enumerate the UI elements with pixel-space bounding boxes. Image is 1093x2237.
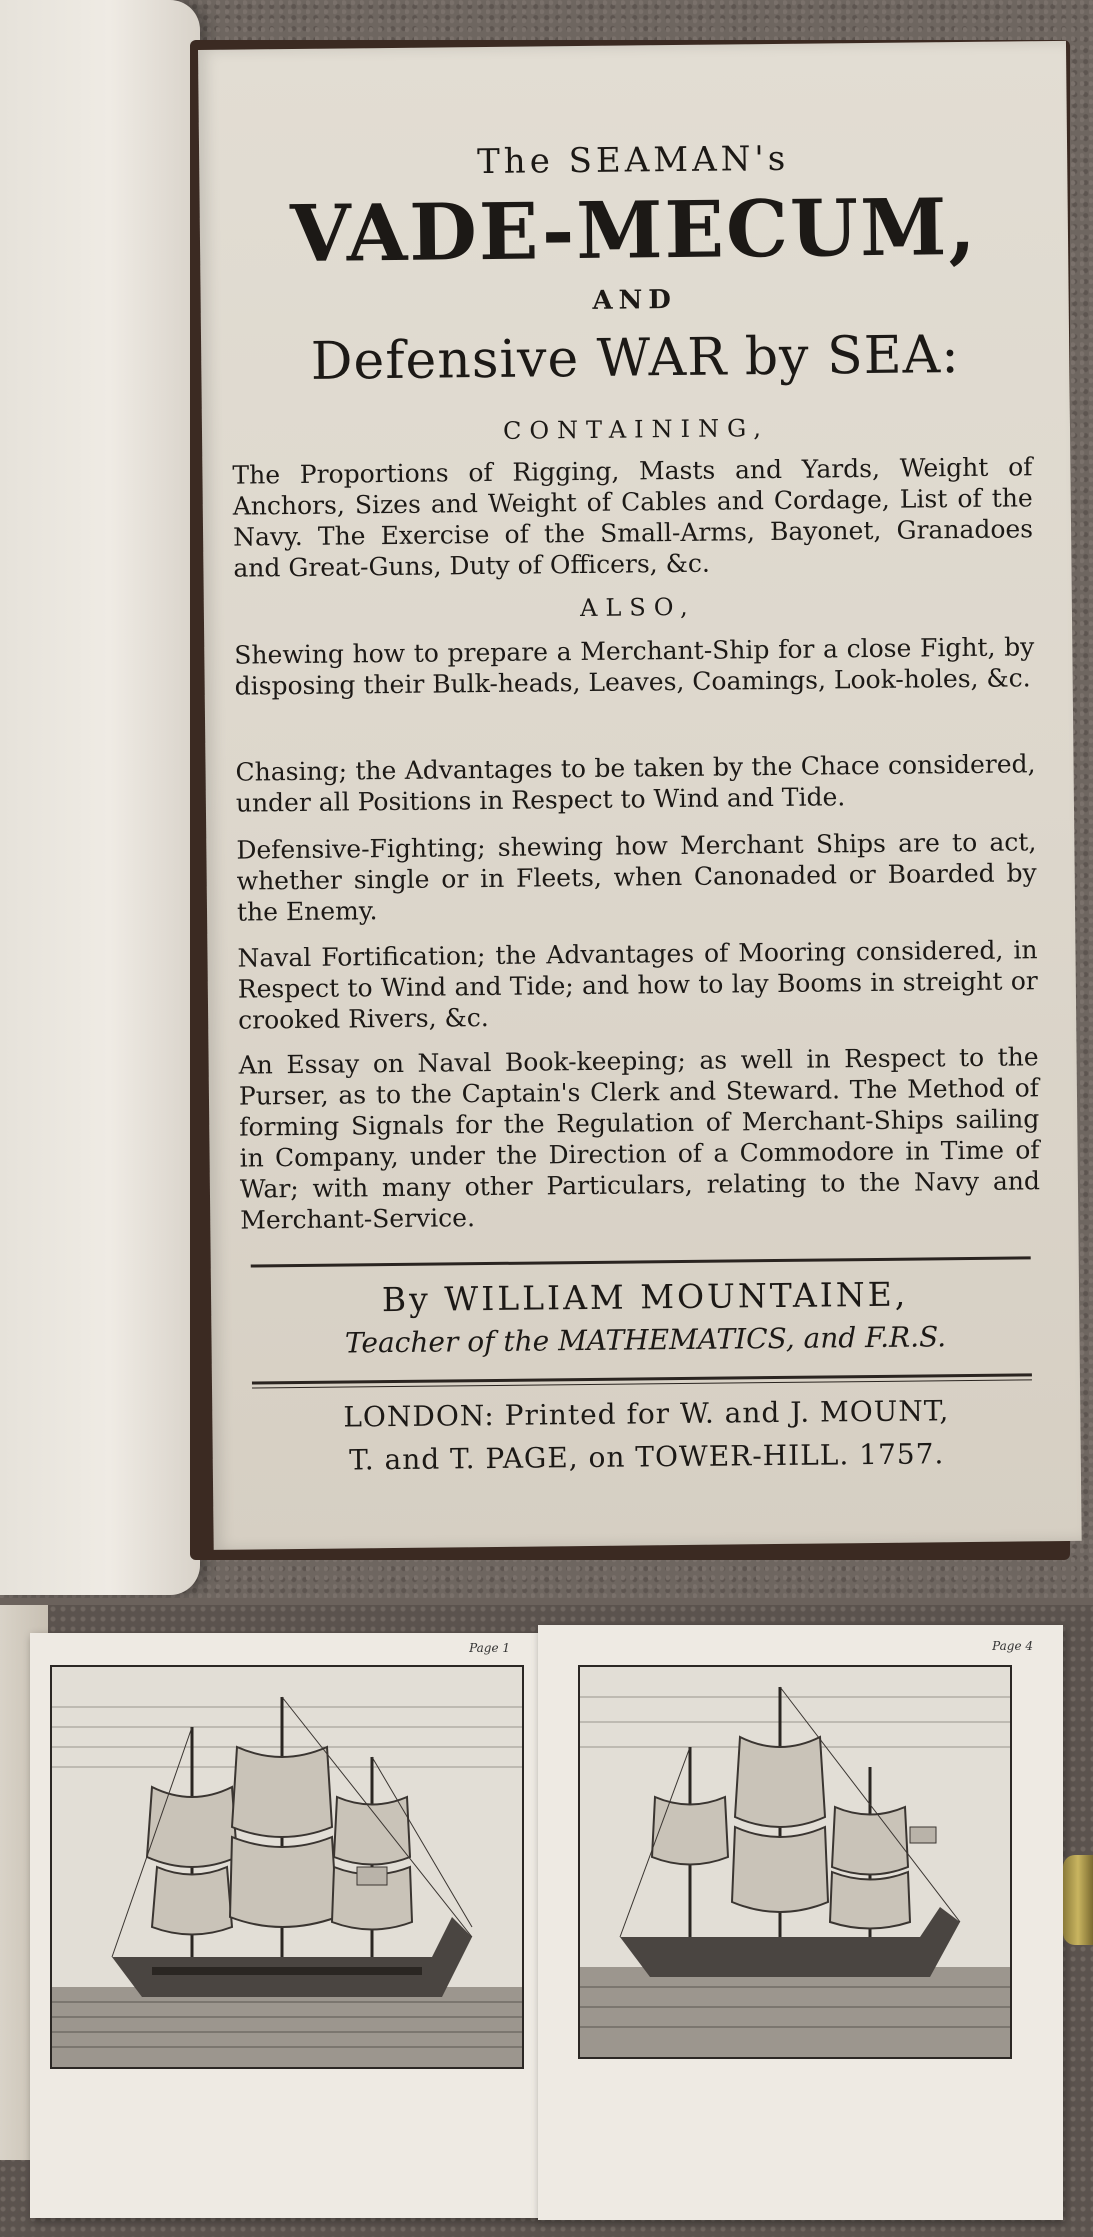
title-line-and: AND (592, 284, 678, 316)
flyleaf-page (0, 0, 200, 1595)
proportions-paragraph: The Proportions of Rigging, Masts and Yards, Weight of Anchors, Sizes and Weight of Cables and Cordage, List of the Navy. The Exercise of the Small-Arms, Bayonet, Granadoes and Great-Guns, Duty of Officers, &c. (232, 452, 1034, 583)
brass-clip (1063, 1855, 1093, 1945)
ship-engraving-left (50, 1665, 524, 2069)
containing-heading: CONTAINING, (502, 414, 770, 445)
naval-fortification-paragraph: Naval Fortification; the Advantages of Mooring considered, in Respect to Wind and Tide; and how to lay Booms in streight or crooked Rivers, &c. (237, 935, 1038, 1035)
page-reference: Page 4 (992, 1639, 1033, 1653)
title-line-vade-mecum: VADE-MECUM, (289, 181, 979, 281)
imprint-line: LONDON: Printed for W. and J. MOUNT, (343, 1394, 950, 1434)
title-page (198, 41, 1082, 1550)
publisher-line: T. and T. PAGE, on TOWER-HILL. 1757. (349, 1437, 945, 1477)
rule-divider (251, 1256, 1031, 1267)
plate-sheet-right (538, 1625, 1063, 2220)
author-credentials: Teacher of the MATHEMATICS, and F.R.S. (344, 1320, 947, 1360)
plate-sheet-left (30, 1633, 540, 2218)
ship-engraving-right (578, 1665, 1012, 2059)
ship-illustration (52, 1667, 522, 2067)
page-reference: Page 1 (469, 1641, 510, 1655)
chasing-paragraph: Chasing; the Advantages to be taken by the Chace considered, under all Positions in Respect to Wind and Tide. (235, 749, 1036, 818)
ship-illustration (580, 1667, 1010, 2057)
essay-paragraph: An Essay on Naval Book-keeping; as well in Respect to the Purser, as to the Captain's Clerk and Steward. The Method of forming Signals for the Regulation of Merchant-Ships sailing in Company, under the Direction of a Commodore in Time of War; with many other Particulars, relating to the Navy and Merchant-Service. (238, 1042, 1041, 1235)
title-line-defensive-war: Defensive WAR by SEA: (310, 325, 961, 392)
author-line: By WILLIAM MOUNTAINE, (381, 1274, 909, 1320)
defensive-fighting-paragraph: Defensive-Fighting; shewing how Merchant Ships are to act, whether single or in Fleets, when Canonaded or Boarded by the Enemy. (236, 827, 1037, 927)
title-line-the-seamans: The SEAMAN's (476, 138, 790, 183)
foldout-plates-photo (0, 1605, 1093, 2237)
also-heading: ALSO, (579, 592, 696, 623)
shewing-paragraph: Shewing how to prepare a Merchant-Ship for a close Fight, by disposing their Bulk-heads, Leaves, Coamings, Look-holes, &c. (234, 632, 1035, 701)
